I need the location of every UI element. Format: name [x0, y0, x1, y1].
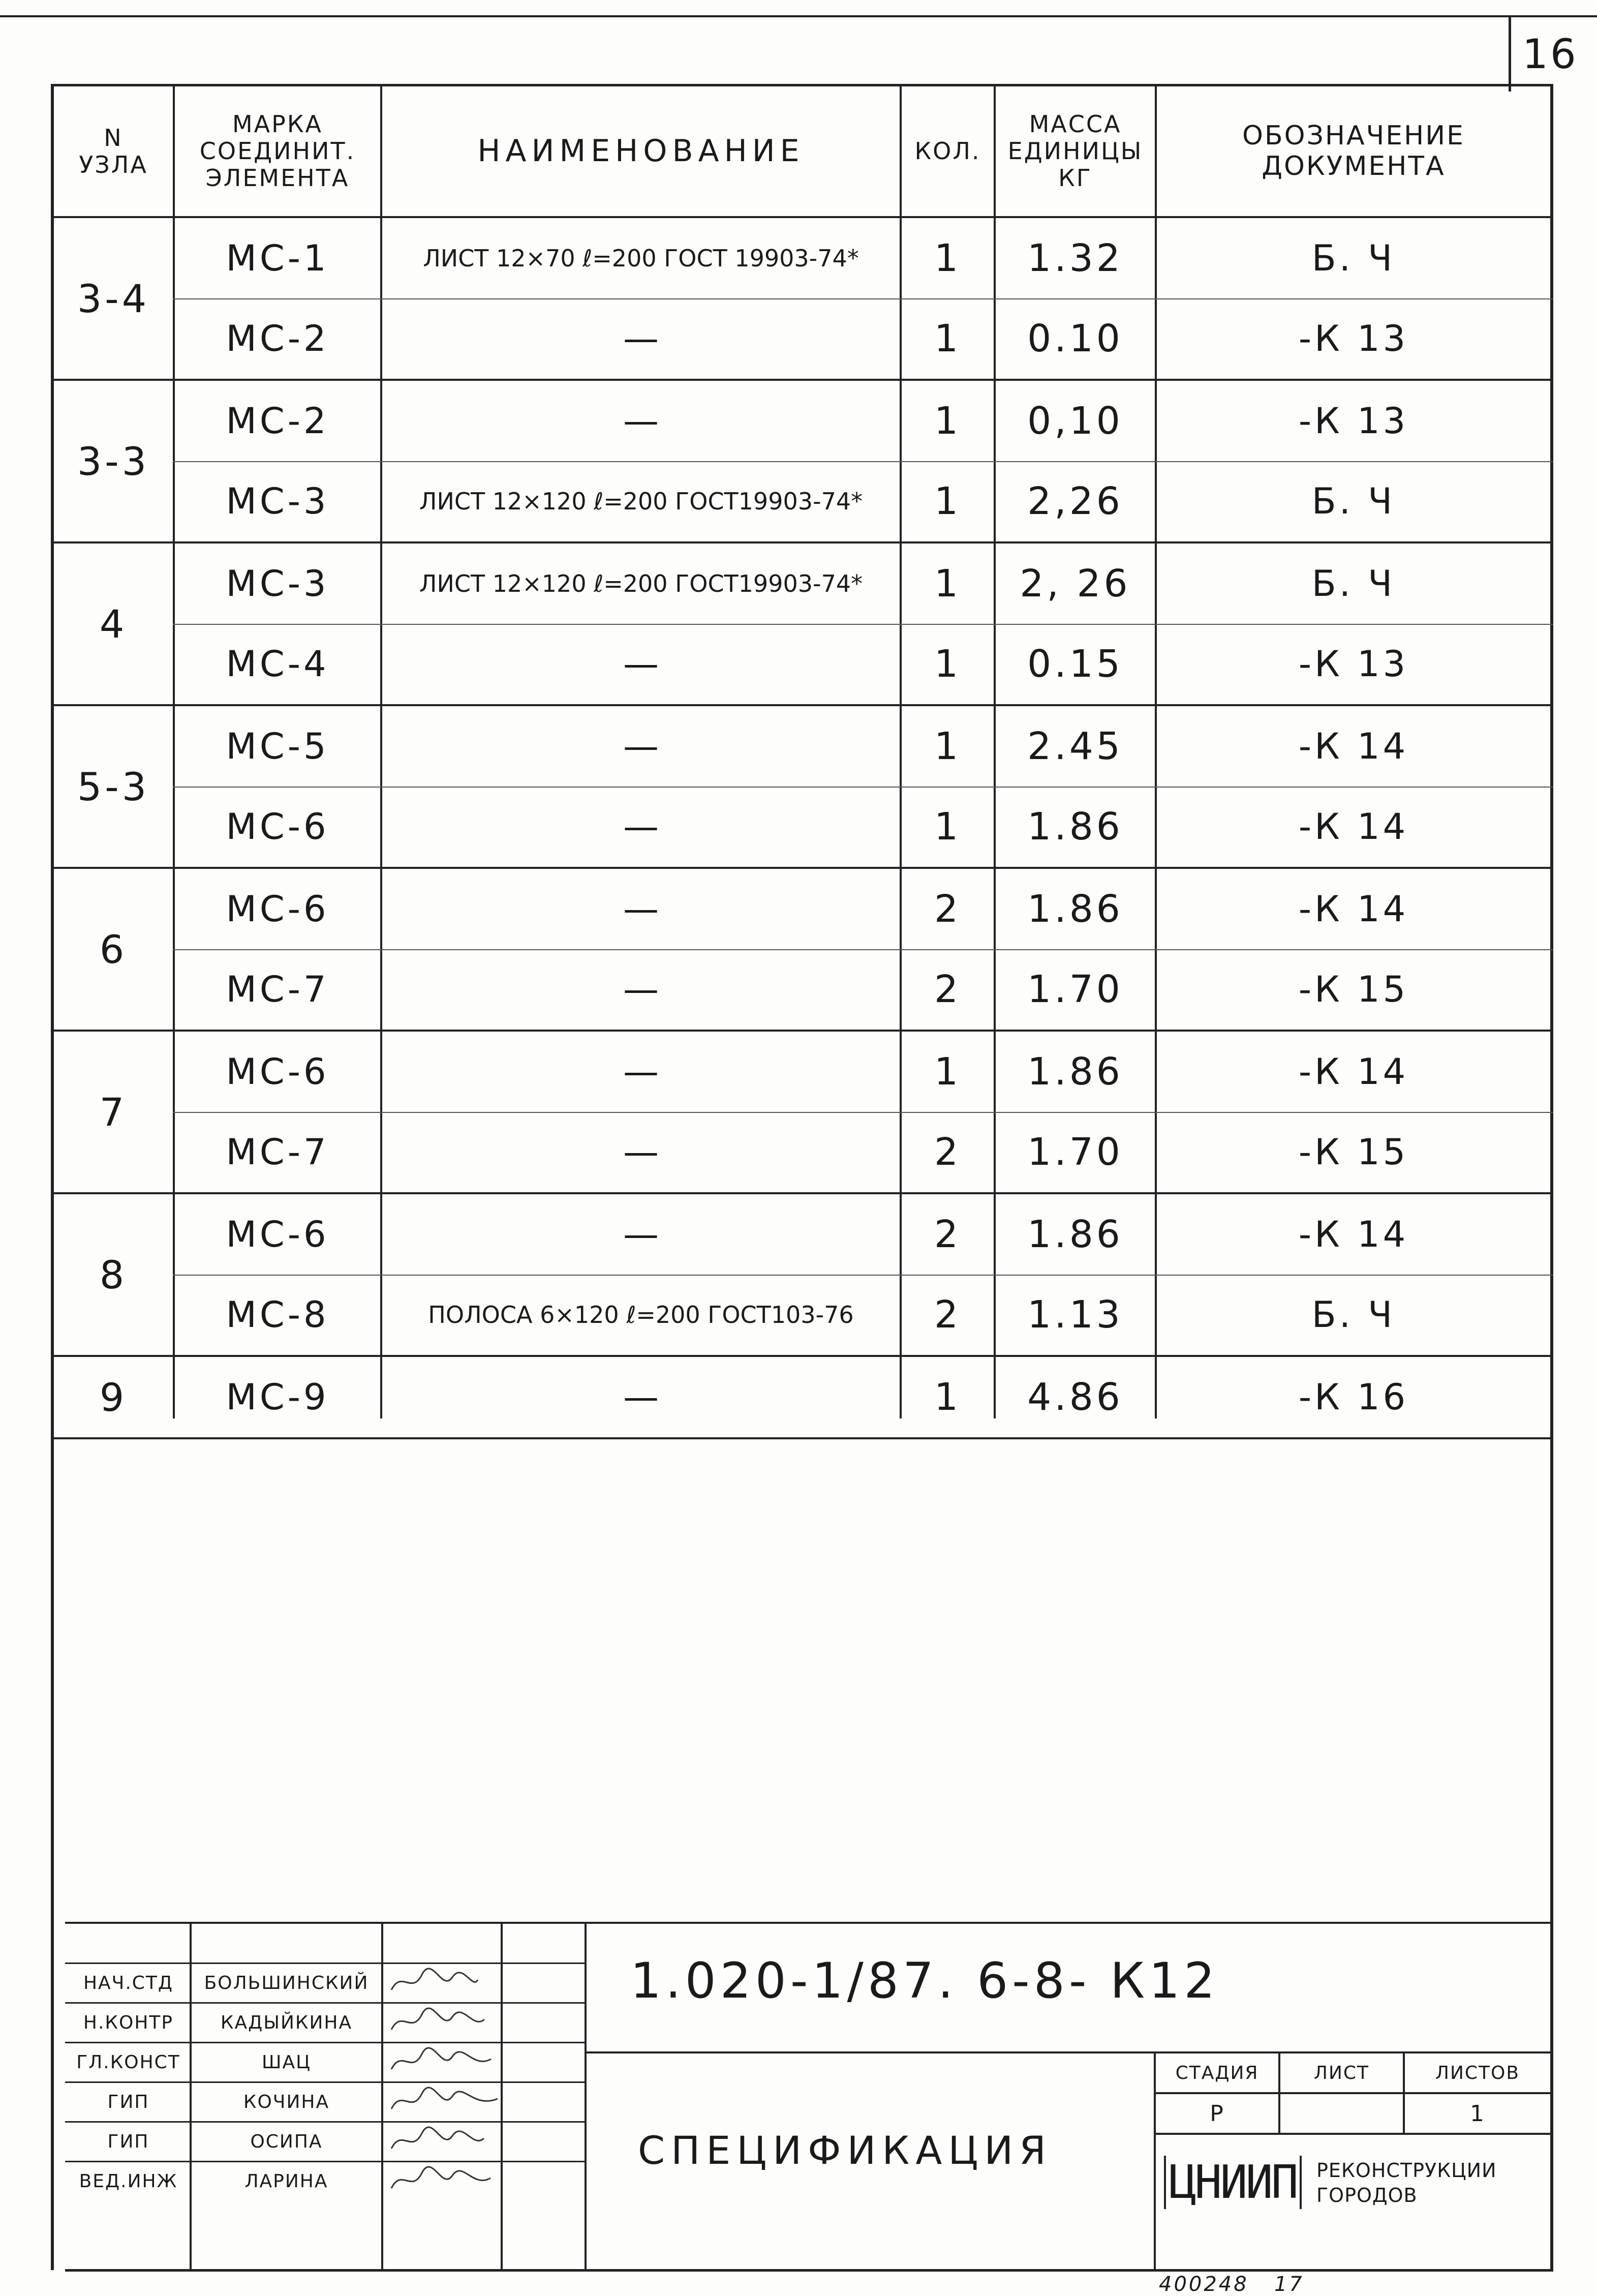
header-node-no: N УЗЛА	[79, 124, 148, 178]
cell-qty: 2	[934, 1213, 962, 1256]
header-mass: МАССА ЕДИНИЦЫ КГ	[1007, 110, 1143, 192]
cell-qty: 1	[934, 1050, 962, 1094]
sheets-label: ЛИСТОВ	[1435, 2063, 1520, 2083]
document-title: СПЕЦИФИКАЦИЯ	[638, 2128, 1052, 2173]
tb-person-name: ШАЦ	[261, 2052, 312, 2073]
cell-name: —	[623, 969, 659, 1010]
tb-col-3	[501, 1922, 503, 2269]
cell-doc: -К 14	[1298, 888, 1409, 930]
cell-node: 3-3	[77, 438, 150, 484]
cell-mass: 2.45	[1027, 724, 1123, 768]
signature-scribble	[386, 1965, 498, 2000]
signature-scribble	[386, 2123, 498, 2159]
sheets-value: 1	[1470, 2100, 1485, 2127]
cell-mark: МС-6	[226, 1051, 329, 1093]
cell-name: —	[623, 806, 659, 848]
cell-mass: 0,10	[1027, 399, 1123, 443]
cell-name: ЛИСТ 12×70 ℓ=200 ГОСТ 19903-74*	[423, 245, 859, 272]
cell-mass: 0.15	[1027, 642, 1123, 686]
cell-doc: Б. Ч	[1311, 237, 1396, 279]
cell-qty: 1	[934, 642, 962, 686]
header-name: НАИМЕНОВАНИЕ	[477, 133, 805, 169]
signature-scribble	[386, 2004, 498, 2040]
cell-name: —	[623, 888, 659, 930]
cell-name: —	[623, 1051, 659, 1093]
cell-node: 6	[99, 926, 128, 972]
cell-doc: -К 13	[1298, 318, 1409, 359]
cell-mark: МС-9	[226, 1376, 329, 1418]
cell-mass: 1.70	[1027, 968, 1123, 1011]
stage-value: Р	[1210, 2100, 1224, 2127]
cell-node: 3-4	[77, 276, 150, 321]
sheet-label: ЛИСТ	[1313, 2063, 1370, 2083]
frame-right	[1550, 84, 1553, 2270]
cell-doc: -К 15	[1298, 1131, 1409, 1173]
signature-scribble	[386, 2083, 498, 2119]
cell-qty: 1	[934, 399, 962, 443]
cell-qty: 1	[934, 317, 962, 360]
document-code: 1.020-1/87. 6-8- К12	[630, 1952, 1219, 2009]
cell-mark: МС-7	[226, 969, 329, 1010]
cell-qty: 2	[934, 1293, 962, 1337]
cell-name: ЛИСТ 12×120 ℓ=200 ГОСТ19903-74*	[419, 488, 863, 515]
tb-person-name: КАДЫЙКИНА	[220, 2012, 353, 2033]
group-divider	[51, 1437, 1553, 1439]
frame-bottom	[65, 2269, 1553, 2272]
tb-role: НАЧ.СТД	[83, 1973, 174, 1993]
cell-mass: 0.10	[1027, 317, 1123, 360]
top-rule	[0, 15, 1597, 17]
cell-mark: МС-2	[226, 318, 329, 359]
titleblock-mid-line	[585, 2051, 1553, 2053]
cell-qty: 1	[934, 479, 962, 523]
cell-qty: 2	[934, 887, 962, 931]
tb-person-name: ОСИПА	[250, 2131, 323, 2152]
cell-mass: 1.86	[1027, 1213, 1123, 1256]
cell-doc: Б. Ч	[1311, 563, 1396, 605]
tb-person-name: КОЧИНА	[243, 2092, 330, 2112]
cell-node: 7	[99, 1089, 128, 1135]
cell-mark: МС-6	[226, 806, 329, 848]
cell-doc: -К 14	[1298, 726, 1409, 767]
cell-doc: -К 13	[1298, 643, 1409, 685]
cell-mass: 2,26	[1027, 479, 1123, 523]
cell-node: 9	[99, 1374, 128, 1420]
cell-name: —	[623, 726, 659, 767]
tb-role: ГЛ.КОНСТ	[76, 2052, 180, 2073]
signature-scribble	[386, 2044, 498, 2079]
cell-name: —	[623, 643, 659, 685]
cell-doc: -К 15	[1298, 969, 1409, 1010]
cell-doc: Б. Ч	[1311, 480, 1396, 522]
cell-mark: МС-6	[226, 1214, 329, 1255]
cell-mass: 1.86	[1027, 887, 1123, 931]
header-doc: ОБОЗНАЧЕНИЕ ДОКУМЕНТА	[1242, 120, 1465, 182]
cell-mass: 2, 26	[1020, 562, 1131, 606]
cell-name: ЛИСТ 12×120 ℓ=200 ГОСТ19903-74*	[419, 570, 863, 597]
cell-doc: -К 16	[1298, 1376, 1409, 1418]
cell-mark: МС-8	[226, 1294, 329, 1336]
cell-name: —	[623, 1214, 659, 1255]
stage-value-line	[1154, 2133, 1553, 2135]
cell-node: 5-3	[77, 764, 150, 809]
tb-col-2	[381, 1922, 383, 2269]
header-qty: КОЛ.	[914, 137, 981, 165]
cell-name: —	[623, 318, 659, 359]
cell-doc: -К 14	[1298, 806, 1409, 848]
header-mark: МАРКА СОЕДИНИТ. ЭЛЕМЕНТА	[199, 110, 356, 192]
tb-role: ВЕД.ИНЖ	[79, 2171, 178, 2192]
cell-doc: -К 13	[1298, 400, 1409, 442]
tb-role: ГИП	[107, 2131, 149, 2152]
cell-doc: -К 14	[1298, 1214, 1409, 1255]
tb-person-name: ЛАРИНА	[244, 2171, 328, 2192]
cell-doc: Б. Ч	[1311, 1294, 1396, 1336]
cell-doc: -К 14	[1298, 1051, 1409, 1093]
cell-qty: 1	[934, 236, 962, 280]
cell-qty: 2	[934, 1130, 962, 1174]
cell-mass: 4.86	[1027, 1375, 1123, 1419]
cell-node: 8	[99, 1252, 128, 1297]
tb-role: Н.КОНТР	[83, 2012, 174, 2033]
cell-mass: 1.13	[1027, 1293, 1123, 1337]
page-number: 16	[1522, 31, 1578, 78]
cell-mass: 1.32	[1027, 236, 1123, 280]
page-box-divider	[1509, 15, 1511, 92]
cell-mass: 1.70	[1027, 1130, 1123, 1174]
cell-mark: МС-6	[226, 888, 329, 930]
cell-mark: МС-1	[226, 237, 329, 279]
tb-person-name: БОЛЬШИНСКИЙ	[204, 1973, 369, 1993]
tb-col-4	[585, 1922, 587, 2269]
titleblock-top-line	[65, 1922, 1553, 1924]
cell-mark: МС-4	[226, 643, 329, 685]
org-logo: ЦНИИП	[1164, 2156, 1302, 2209]
cell-mass: 1.86	[1027, 1050, 1123, 1094]
cell-mark: МС-3	[226, 563, 329, 605]
cell-mark: МС-3	[226, 480, 329, 522]
cell-name: —	[623, 400, 659, 442]
tb-role: ГИП	[107, 2092, 149, 2112]
sheet-value	[1280, 2094, 1403, 2133]
stage-label: СТАДИЯ	[1175, 2063, 1259, 2083]
cell-node: 4	[99, 601, 128, 647]
org-name: РЕКОНСТРУКЦИИ ГОРОДОВ	[1316, 2159, 1497, 2207]
cell-qty: 2	[934, 968, 962, 1011]
cell-mark: МС-7	[226, 1131, 329, 1173]
cell-name: —	[623, 1131, 659, 1173]
signature-scribble	[386, 2163, 498, 2198]
cell-mass: 1.86	[1027, 805, 1123, 849]
cell-mark: МС-5	[226, 726, 329, 767]
cell-qty: 1	[934, 805, 962, 849]
cell-qty: 1	[934, 562, 962, 606]
cell-qty: 1	[934, 1375, 962, 1419]
cell-name: ПОЛОСА 6×120 ℓ=200 ГОСТ103-76	[428, 1301, 854, 1328]
footer-stamp: 400248 17	[1159, 2273, 1304, 2296]
cell-name: —	[623, 1376, 659, 1418]
cell-qty: 1	[934, 724, 962, 768]
cell-mark: МС-2	[226, 400, 329, 442]
